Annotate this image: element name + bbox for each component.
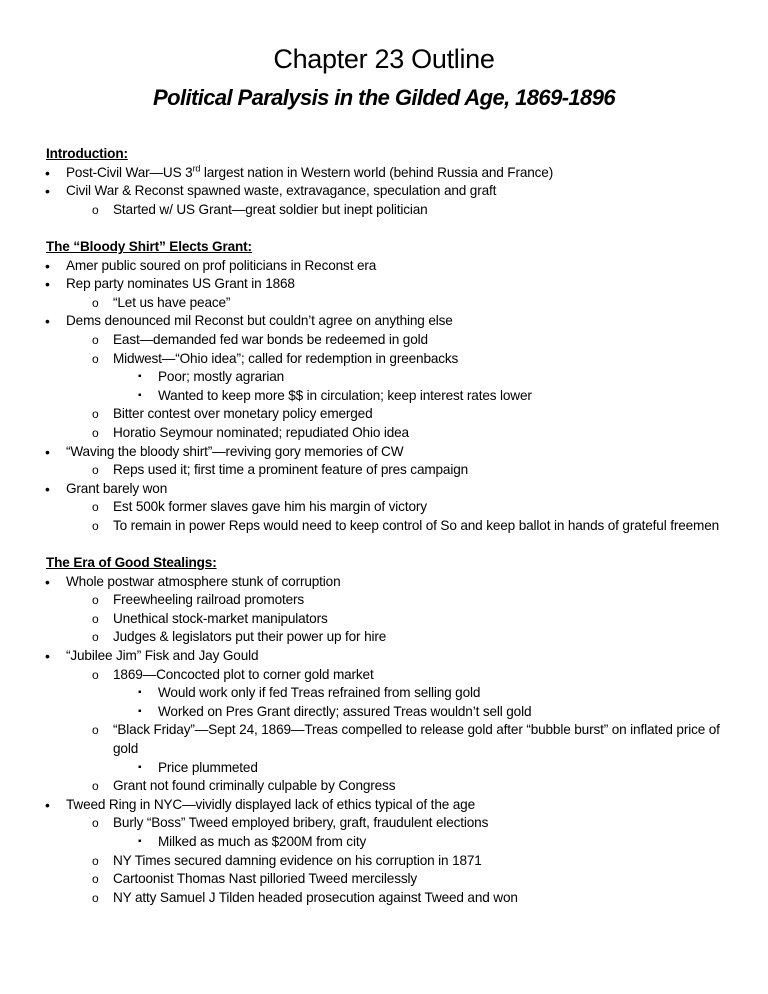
list-item-text: Freewheeling railroad promoters: [113, 592, 305, 608]
hollow-circle-bullet-icon: o: [92, 425, 99, 440]
section-era-of-good-stealings: [46, 554, 746, 907]
list-item: [46, 275, 746, 294]
list-item-text: Started w/ US Grant—great soldier but inept politician: [113, 201, 428, 217]
list-item: [46, 517, 746, 536]
bullet-icon: •: [45, 648, 50, 665]
bullet-icon: •: [45, 183, 50, 200]
list-item: [46, 721, 746, 758]
bullet-icon: •: [45, 443, 50, 460]
list-item-text: Bitter contest over monetary policy emerged: [113, 406, 373, 422]
list-item-text: Milked as much as $200M from city: [158, 833, 367, 849]
hollow-circle-bullet-icon: o: [92, 816, 99, 831]
list-item-text: Post-Civil War—US 3rd largest nation in Western world (behind Russia and France): [66, 163, 554, 180]
list-item-text: Dems denounced mil Reconst but couldn’t agree on anything else: [66, 313, 453, 329]
list-item: [46, 889, 746, 908]
hollow-circle-bullet-icon: o: [92, 295, 99, 310]
list-item: [46, 796, 746, 815]
list-item-text: Amer public soured on prof politicians in Reconst era: [66, 257, 377, 273]
list-item: [46, 368, 746, 387]
list-item: [46, 703, 746, 722]
hollow-circle-bullet-icon: o: [92, 332, 99, 347]
hollow-circle-bullet-icon: o: [92, 463, 99, 478]
hollow-circle-bullet-icon: o: [92, 500, 99, 515]
list-item: [46, 814, 746, 833]
page-subtitle: Political Paralysis in the Gilded Age, 1869-1896: [153, 85, 615, 110]
list-item-text: Civil War & Reconst spawned waste, extravagance, speculation and graft: [66, 183, 497, 199]
list-item-text: 1869—Concocted plot to corner gold market: [113, 666, 374, 682]
list-item: [46, 312, 746, 331]
list-item: [46, 498, 746, 517]
list-item-text: Tweed Ring in NYC—vividly displayed lack of ethics typical of the age: [66, 796, 475, 812]
list-item-text: East—demanded fed war bonds be redeemed in gold: [113, 331, 428, 347]
list-item: [46, 666, 746, 685]
list-item: [46, 461, 746, 480]
list-item: [46, 424, 746, 443]
list-item-text: Would work only if fed Treas refrained from selling gold: [158, 685, 481, 701]
list-item-text: Unethical stock-market manipulators: [113, 610, 328, 626]
list-item-text: Worked on Pres Grant directly; assured Treas wouldn’t sell gold: [158, 703, 532, 719]
list-item-text: “Let us have peace”: [113, 294, 231, 310]
list-item: [46, 350, 746, 369]
list-item: [46, 405, 746, 424]
bullet-icon: •: [45, 796, 50, 813]
bullet-icon: •: [45, 573, 50, 590]
bullet-icon: •: [45, 257, 50, 274]
list-item: [46, 870, 746, 889]
list-item-text: Judges & legislators put their power up for hire: [113, 629, 387, 645]
list-item: [46, 628, 746, 647]
list-item-text: Reps used it; first time a prominent feature of pres campaign: [113, 462, 469, 478]
hollow-circle-bullet-icon: o: [92, 351, 99, 366]
bullet-icon: •: [45, 164, 50, 181]
list-item: [46, 777, 746, 796]
list-item-text: Whole postwar atmosphere stunk of corruption: [66, 573, 341, 589]
section-heading: The Era of Good Stealings:: [46, 555, 217, 571]
list-item: [46, 610, 746, 629]
list-item-text: Grant not found criminally culpable by Congress: [113, 778, 396, 794]
list-item-text: Grant barely won: [66, 480, 168, 496]
list-item: [46, 201, 746, 220]
list-item-text: Est 500k former slaves gave him his margin of victory: [113, 499, 427, 515]
hollow-circle-bullet-icon: o: [92, 407, 99, 422]
hollow-circle-bullet-icon: o: [92, 202, 99, 217]
list-item: [46, 647, 746, 666]
bullet-icon: •: [45, 276, 50, 293]
hollow-circle-bullet-icon: o: [92, 890, 99, 905]
list-item-text: Price plummeted: [158, 759, 258, 775]
section-bloody-shirt: [46, 238, 746, 536]
list-item: [46, 591, 746, 610]
list-item: [46, 257, 746, 276]
hollow-circle-bullet-icon: o: [92, 779, 99, 794]
list-item-text: NY Times secured damning evidence on his corruption in 1871: [113, 852, 482, 868]
list-item-text: To remain in power Reps would need to keep control of So and keep ballot in hands of grateful freemen: [113, 517, 720, 533]
list-item-text: Poor; mostly agrarian: [158, 369, 285, 385]
list-item-text: Burly “Boss” Tweed employed bribery, graft, fraudulent elections: [113, 815, 489, 831]
list-item-text: Wanted to keep more $$ in circulation; keep interest rates lower: [158, 387, 532, 403]
page-title: Chapter 23 Outline: [273, 44, 495, 74]
square-bullet-icon: ▪: [138, 761, 142, 773]
list-item: [46, 294, 746, 313]
bullet-icon: •: [45, 313, 50, 330]
list-item-text: Horatio Seymour nominated; repudiated Ohio idea: [113, 424, 409, 440]
list-item: [46, 182, 746, 201]
list-item: [46, 833, 746, 852]
superscript: rd: [192, 163, 201, 174]
hollow-circle-bullet-icon: o: [92, 667, 99, 682]
list-item: [46, 164, 746, 183]
hollow-circle-bullet-icon: o: [92, 611, 99, 626]
outline-body: [46, 145, 746, 926]
hollow-circle-bullet-icon: o: [92, 872, 99, 887]
hollow-circle-bullet-icon: o: [92, 853, 99, 868]
list-item-text: “Waving the bloody shirt”—reviving gory memories of CW: [66, 443, 404, 459]
list-item: [46, 573, 746, 592]
list-item-text: Midwest—“Ohio idea”; called for redemption in greenbacks: [113, 350, 459, 366]
list-item-text: “Jubilee Jim” Fisk and Jay Gould: [66, 648, 259, 664]
list-item: [46, 480, 746, 499]
hollow-circle-bullet-icon: o: [92, 518, 99, 533]
list-item-text: “Black Friday”—Sept 24, 1869—Treas compelled to release gold after “bubble burst” on inflated price of gold: [113, 722, 720, 756]
section-introduction: [46, 145, 746, 219]
list-item: [46, 852, 746, 871]
list-item: [46, 759, 746, 778]
list-item: [46, 387, 746, 406]
hollow-circle-bullet-icon: o: [92, 593, 99, 608]
list-item-text: Rep party nominates US Grant in 1868: [66, 276, 295, 292]
square-bullet-icon: ▪: [138, 389, 142, 401]
list-item: [46, 331, 746, 350]
section-heading: Introduction:: [46, 146, 128, 161]
square-bullet-icon: ▪: [138, 835, 142, 847]
hollow-circle-bullet-icon: o: [92, 630, 99, 645]
list-item: [46, 684, 746, 703]
bullet-icon: •: [45, 480, 50, 497]
list-item-text: Cartoonist Thomas Nast pilloried Tweed mercilessly: [113, 871, 418, 887]
hollow-circle-bullet-icon: o: [92, 723, 99, 738]
square-bullet-icon: ▪: [138, 687, 142, 699]
section-heading: The “Bloody Shirt” Elects Grant:: [46, 238, 252, 254]
list-item: [46, 443, 746, 462]
square-bullet-icon: ▪: [138, 705, 142, 717]
list-item-text: NY atty Samuel J Tilden headed prosecution against Tweed and won: [113, 889, 518, 905]
square-bullet-icon: ▪: [138, 371, 142, 383]
